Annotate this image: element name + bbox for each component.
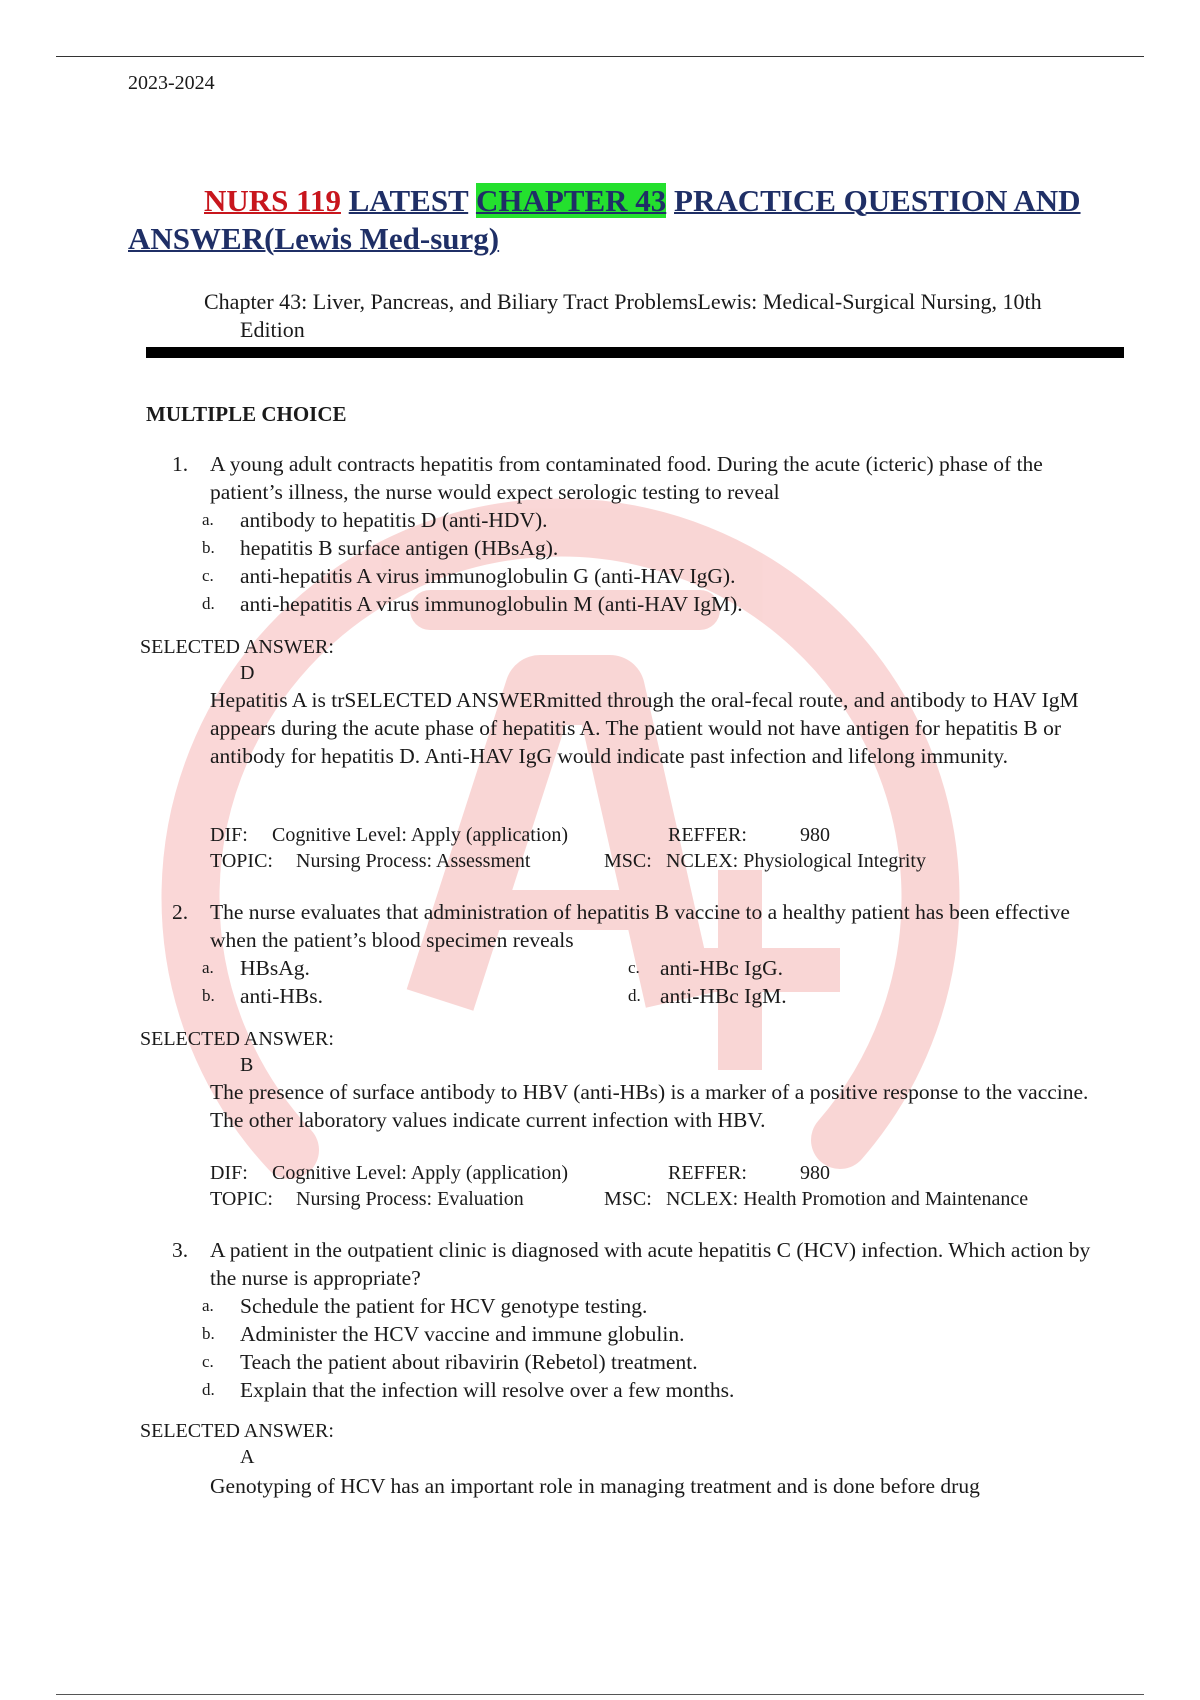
section-heading: MULTIPLE CHOICE	[146, 402, 347, 426]
question-number: 1.	[172, 452, 189, 476]
option-c: c. Teach the patient about ribavirin (Rebetol) treatment.	[202, 1350, 698, 1374]
subtitle-line-2: Edition	[240, 317, 305, 342]
question-1	[172, 450, 1112, 618]
title-chapter-highlight: CHAPTER 43	[475, 183, 667, 218]
option-d: d. anti-hepatitis A virus immunoglobulin M (anti-HAV IgM).	[202, 592, 743, 616]
answer-rationale: Genotyping of HCV has an important role in managing treatment and is done before drug	[210, 1474, 980, 1498]
title-course: NURS 119	[204, 183, 341, 218]
option-d: d. Explain that the infection will resolve over a few months.	[202, 1378, 735, 1402]
option-row-1: a. HBsAg. c. anti-HBc IgG.	[202, 956, 783, 980]
question-2	[172, 898, 1112, 1010]
question-stem: The nurse evaluates that administration of hepatitis B vaccine to a healthy patient has been effective when the patient’s blood specimen reveals	[210, 900, 1070, 952]
title-divider	[146, 347, 1124, 358]
selected-answer-letter: A	[240, 1446, 255, 1468]
question-number: 2.	[172, 900, 189, 924]
question-metadata: DIF: Cognitive Level: Apply (application) REFFER: 980 TOPIC: Nursing Process: Assessment MSC: NCLEX: Physiological Integrity	[210, 824, 926, 872]
top-rule	[56, 56, 1144, 57]
selected-answer-letter: D	[240, 662, 255, 684]
option-a: a. antibody to hepatitis D (anti-HDV).	[202, 508, 548, 532]
question-stem: A young adult contracts hepatitis from contaminated food. During the acute (icteric) phase of the patient’s illness, the nurse would expect serologic testing to reveal	[210, 452, 1043, 504]
question-3	[172, 1236, 1112, 1404]
option-row-2: b. anti-HBs. d. anti-HBc IgM.	[202, 984, 787, 1008]
title-latest: LATEST	[348, 183, 469, 218]
subtitle-line-1: Chapter 43: Liver, Pancreas, and Biliary Tract ProblemsLewis: Medical-Surgical Nursing, 10th	[204, 289, 1042, 314]
option-a: a. Schedule the patient for HCV genotype testing.	[202, 1294, 648, 1318]
year-label: 2023-2024	[128, 72, 215, 94]
title-rest: PRACTICE QUESTION AND ANSWER(Lewis Med-surg)	[128, 183, 1081, 256]
option-c: c. anti-hepatitis A virus immunoglobulin G (anti-HAV IgG).	[202, 564, 736, 588]
chapter-subtitle	[204, 288, 1124, 344]
answer-rationale: Hepatitis A is trSELECTED ANSWERmitted through the oral-fecal route, and antibody to HAV IgM appears during the acute phase of hepatitis A. The patient would not have antigen for hepatitis B or antibody for hepatitis D. Anti-HAV IgG would indicate past infection and lifelong immunity.	[210, 688, 1079, 768]
answer-rationale: The presence of surface antibody to HBV (anti-HBs) is a marker of a positive response to the vaccine. The other laboratory values indicate current infection with HBV.	[210, 1080, 1089, 1132]
bottom-rule	[56, 1694, 1144, 1695]
question-stem: A patient in the outpatient clinic is diagnosed with acute hepatitis C (HCV) infection. Which action by the nurse is appropriate?	[210, 1238, 1091, 1290]
document-title	[128, 182, 1128, 258]
question-metadata: DIF: Cognitive Level: Apply (application) REFFER: 980 TOPIC: Nursing Process: Evaluation MSC: NCLEX: Health Promotion and Maintenance	[210, 1162, 1029, 1210]
selected-answer-label: SELECTED ANSWER:	[140, 636, 334, 658]
selected-answer-label: SELECTED ANSWER:	[140, 1028, 334, 1050]
selected-answer-label: SELECTED ANSWER:	[140, 1420, 334, 1442]
selected-answer-letter: B	[240, 1054, 254, 1076]
option-b: b. Administer the HCV vaccine and immune globulin.	[202, 1322, 685, 1346]
option-b: b. hepatitis B surface antigen (HBsAg).	[202, 536, 559, 560]
question-number: 3.	[172, 1238, 189, 1262]
